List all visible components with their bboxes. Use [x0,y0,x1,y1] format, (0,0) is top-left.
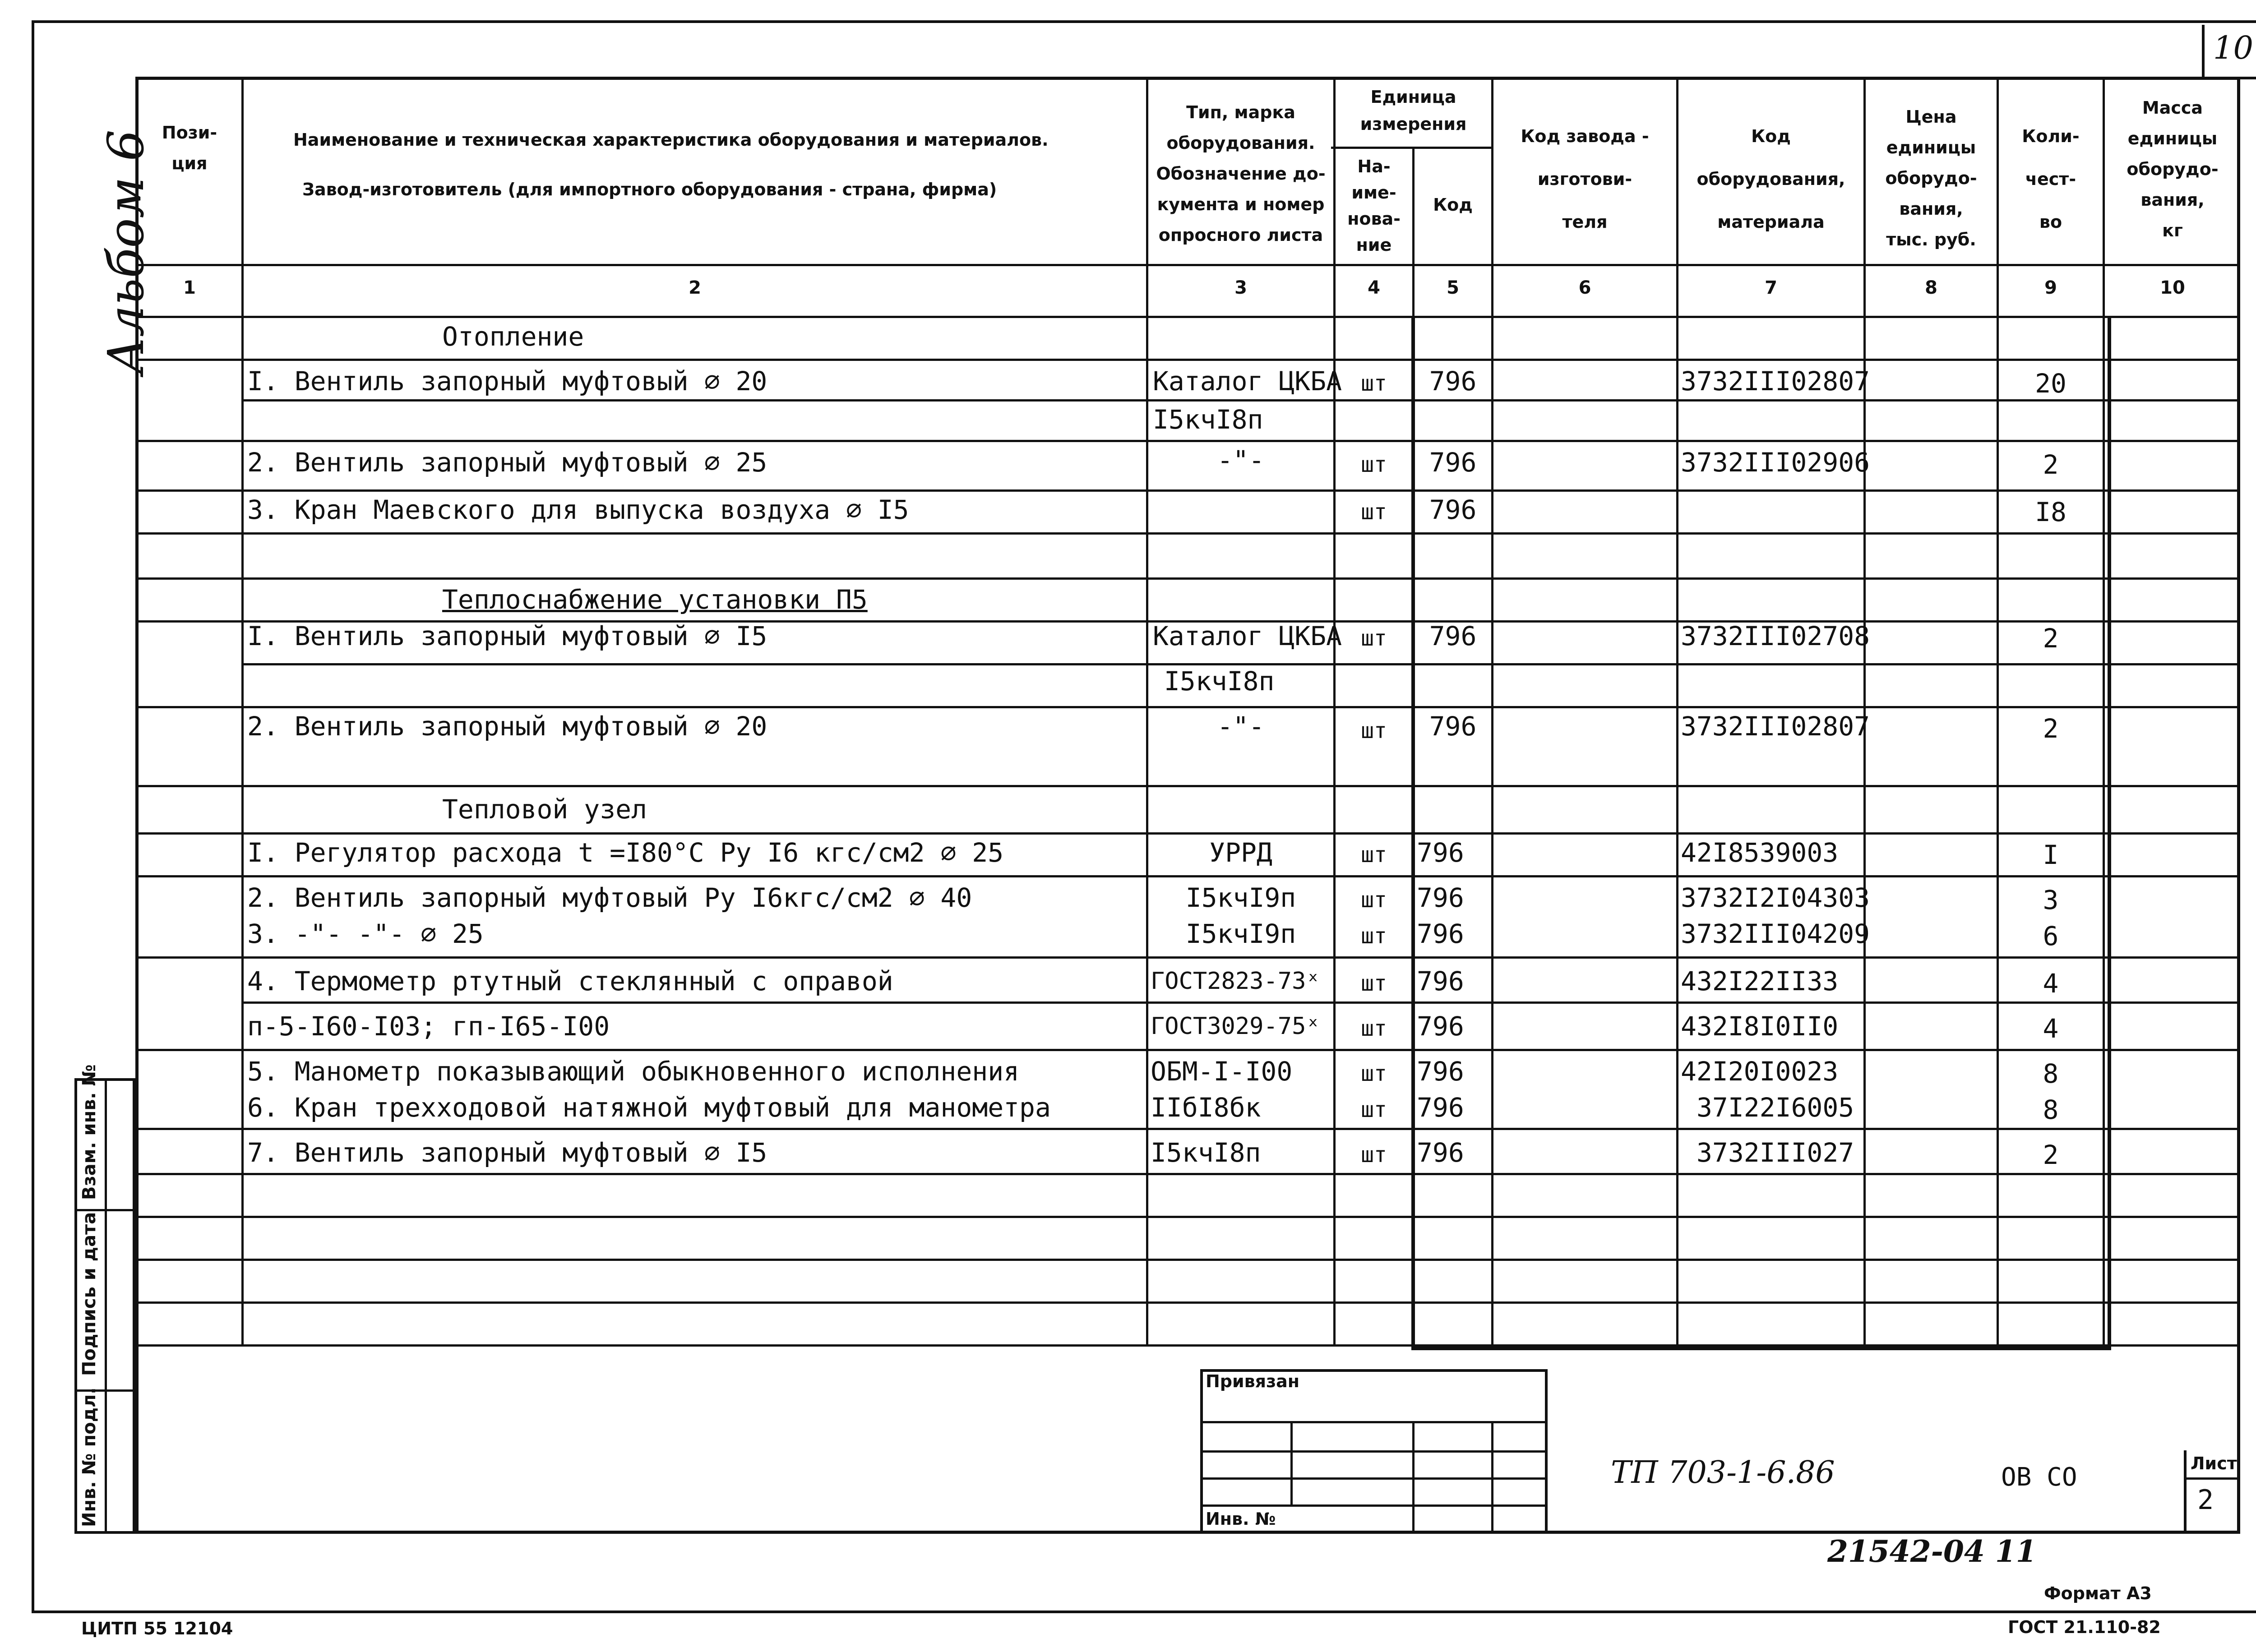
row-qty: 6 [2043,921,2059,951]
column-number: 10 [2160,277,2185,298]
row-code: 796 [1429,447,1477,478]
row-line [135,956,2240,959]
row-type: -"- [1217,711,1265,742]
row-unit: шт [1361,499,1387,525]
column-number: 1 [183,277,196,298]
privyazan-divider [1491,1421,1493,1534]
section-title: Теплоснабжение установки П5 [442,584,868,615]
row-code: 796 [1417,966,1464,997]
row-code: 796 [1417,837,1464,868]
row-code: 796 [1429,621,1477,651]
header-col1-line: ция [171,153,208,173]
row-type: IIбI8бк [1151,1092,1261,1123]
header-col7-line: материала [1717,212,1825,232]
header-col6-line: изготови- [1537,169,1632,189]
header-col10-line: оборудо- [2127,159,2219,179]
row-material-code: 42I20I0023 [1681,1056,1839,1087]
handwritten-number: 21542-04 11 [1827,1534,2037,1569]
header-col6-line: теля [1562,212,1608,232]
row-type: I5кчI8п [1164,666,1275,697]
row-code: 796 [1417,1011,1464,1042]
col-line-1 [241,77,244,1347]
header-col9-line: чест- [2025,169,2076,189]
header-col3 [1148,97,1333,250]
privyazan-line [1200,1450,1548,1453]
header-col10-line: вания, [2140,190,2205,210]
row-unit: шт [1361,1097,1387,1122]
header-col3-line: кумента и номер [1157,194,1325,214]
row-unit: шт [1361,452,1387,477]
header-col8-line: единицы [1886,138,1976,157]
inv-no-label: Инв. № [1206,1509,1276,1529]
row-material-code: 3732III02807 [1681,711,1870,742]
section-title: Тепловой узел [442,794,647,825]
header-col2-line: Завод-изготовитель (для импортного оборудования - страна, фирма) [302,180,997,199]
row-material-code: 3732III02708 [1681,621,1870,651]
row-type: I5кчI9п [1185,882,1296,913]
header-col10-line: Масса [2142,98,2203,118]
row-type: -"- [1217,445,1265,475]
row-type: УРРД [1209,837,1272,868]
header-col2-line: Наименование и техническая характеристика оборудования и материалов. [293,130,1049,150]
header-col7 [1678,115,1863,244]
header-col7-line: оборудования, [1697,169,1845,189]
row-unit: шт [1361,1016,1387,1041]
side-stamp-line [74,1209,135,1211]
privyazan-line [1200,1421,1548,1423]
header-col10 [2105,92,2240,246]
header-unit-line: Единица [1370,87,1456,107]
header-bottom-line [135,264,2240,266]
gost-label: ГОСТ 21.110-82 [2008,1617,2161,1637]
header-col8-line: оборудо- [1885,168,1977,188]
row-type: ГОСТ3029-75ˣ [1151,1013,1320,1040]
row-material-code: 3732I2I04303 [1681,882,1870,913]
row-unit: шт [1361,971,1387,996]
header-col9 [1999,115,2103,244]
privyazan-line [1200,1504,1548,1507]
header-col7-line: Код [1751,126,1791,146]
row-name: 2. Вентиль запорный муфтовый ∅ 25 [247,447,767,478]
row-line [135,875,2240,877]
row-qty: 8 [2043,1094,2059,1125]
column-number: 9 [2044,277,2057,298]
corner-number: 10 [2213,29,2254,66]
row-qty: 4 [2043,968,2059,999]
column-number: 3 [1234,277,1247,298]
row-name: п-5-I60-I03; гп-I65-I00 [247,1011,610,1042]
column-number: 8 [1925,277,1937,298]
row-qty: I [2043,840,2059,870]
header-col5: Код [1433,195,1473,215]
row-material-code: 3732III02807 [1681,366,1870,397]
row-unit: шт [1361,1142,1387,1167]
header-col10-line: кг [2162,221,2183,240]
row-name: I. Регулятор расхода t =I80°C Ру I6 кгс/см2 ∅ 25 [247,837,1004,868]
row-material-code: 37I22I6005 [1697,1092,1854,1123]
row-material-code: 3732III027 [1697,1137,1854,1168]
row-line [135,1173,2240,1175]
side-inv-label: Инв. № подл. [79,1387,100,1527]
header-col1 [138,117,241,179]
row-unit: шт [1361,1061,1387,1086]
header-col9-line: во [2039,212,2062,232]
row-line [244,1001,2240,1004]
header-col6-line: Код завода - [1521,126,1649,146]
side-vzam-label: Взам. инв. № [79,1064,100,1200]
row-type: I5кчI8п [1151,1137,1261,1168]
row-line [244,399,2240,401]
row-type: ГОСТ2823-73ˣ [1151,968,1320,995]
row-type: Каталог ЦКБА [1153,621,1342,651]
row-name: 6. Кран трехходовой натяжной муфтовый для манометра [247,1092,1051,1123]
row-unit: шт [1361,626,1387,651]
row-unit: шт [1361,842,1387,868]
header-col4-line: ние [1356,235,1392,255]
row-line [135,577,2240,580]
row-line [135,489,2240,492]
row-code: 796 [1417,1092,1464,1123]
column-number: 7 [1765,277,1777,298]
header-col4 [1336,153,1412,258]
outer-frame-left [32,20,34,1610]
header-col4-line: На- [1357,157,1391,176]
row-material-code: 3732III04209 [1681,918,1870,949]
row-qty: 20 [2035,368,2066,399]
row-qty: 4 [2043,1013,2059,1044]
header-col2 [244,115,1146,214]
section-title: Отопление [442,321,584,352]
header-unit-group [1336,83,1491,138]
row-code: 796 [1429,494,1477,525]
header-col8-line: Цена [1905,107,1957,127]
row-line [135,440,2240,442]
row-type: I5кчI8п [1153,404,1263,435]
row-code: 796 [1417,882,1464,913]
outer-frame-top [32,20,2256,23]
row-code: 796 [1429,366,1477,397]
row-line [135,532,2240,535]
column-number: 6 [1578,277,1591,298]
row-material-code: 432I22II33 [1681,966,1839,997]
header-col3-line: опросного листа [1158,225,1323,245]
header-col6 [1493,115,1676,244]
row-qty: 2 [2043,1140,2059,1170]
album-label-text: Альбом 6 [97,129,155,374]
column-number: 5 [1447,277,1459,298]
row-code: 796 [1417,918,1464,949]
row-line [135,1128,2240,1130]
row-type: Каталог ЦКБА [1153,366,1342,397]
row-qty: 2 [2043,713,2059,744]
citp-label: ЦИТП 55 12104 [81,1619,233,1638]
header-col10-line: единицы [2127,129,2218,148]
row-line [135,359,2240,361]
row-unit: шт [1361,887,1387,913]
header-col8 [1866,102,1997,255]
row-material-code: 3732III02906 [1681,447,1870,478]
row-qty: I8 [2035,497,2066,527]
header-col4-line: име- [1351,183,1396,203]
privyazan-divider [1412,1421,1415,1534]
row-line [135,832,2240,835]
list-box-line [2184,1477,2240,1480]
privyazan-line [1200,1477,1548,1480]
row-name: I. Вентиль запорный муфтовый ∅ I5 [247,621,767,651]
row-name: I. Вентиль запорный муфтовый ∅ 20 [247,366,767,397]
row-unit: шт [1361,371,1387,396]
row-name: 3. Кран Маевского для выпуска воздуха ∅ I5 [247,494,909,525]
unit-group-line [1331,147,1491,149]
outer-frame-bottom [32,1610,2256,1613]
row-line [135,1301,2240,1304]
row-line [135,1216,2240,1218]
header-col8-line: вания, [1899,199,1963,219]
header-col1-line: Пози- [162,123,217,143]
row-qty: 8 [2043,1058,2059,1089]
row-line [135,785,2240,787]
row-material-code: 432I8I0II0 [1681,1011,1839,1042]
column-number: 4 [1368,277,1380,298]
row-code: 796 [1429,711,1477,742]
sheet-mark: ОВ СО [2001,1463,2077,1492]
list-number: 2 [2197,1484,2214,1516]
privyazan-label: Привязан [1206,1371,1300,1391]
format-label: Формат А3 [2044,1583,2152,1603]
header-unit-line: измерения [1360,114,1467,134]
row-name: 5. Манометр показывающий обыкновенного исполнения [247,1056,1020,1087]
list-label: Лист [2191,1454,2237,1473]
row-unit: шт [1361,718,1387,743]
row-name: 2. Вентиль запорный муфтовый ∅ 20 [247,711,767,742]
header-col3-line: оборудования. [1166,133,1315,153]
privyazan-divider [1290,1421,1293,1504]
header-col3-line: Обозначение до- [1156,164,1326,184]
row-qty: 2 [2043,623,2059,654]
side-stamp-divider [105,1078,107,1534]
row-code: 796 [1417,1137,1464,1168]
header-col3-line: Тип, марка [1186,102,1295,122]
row-qty: 3 [2043,885,2059,915]
row-name: 2. Вентиль запорный муфтовый Ру I6кгс/см2 ∅ 40 [247,882,972,913]
row-code: 796 [1417,1056,1464,1087]
row-line [135,1259,2240,1261]
header-col9-line: Коли- [2022,126,2080,146]
row-name: 7. Вентиль запорный муфтовый ∅ I5 [247,1137,767,1168]
row-type: I5кчI9п [1185,918,1296,949]
row-unit: шт [1361,923,1387,949]
row-line [135,706,2240,708]
row-line [135,1049,2240,1051]
row-material-code: 42I8539003 [1681,837,1839,868]
side-podpis-label: Подпись и дата [79,1212,100,1376]
row-type: ОБМ-I-I00 [1151,1056,1293,1087]
row-name: 3. -"- -"- ∅ 25 [247,918,484,949]
doc-code: ТП 703-1-6.86 [1611,1455,1835,1490]
header-col8-line: тыс. руб. [1886,230,1976,249]
row-name: 4. Термометр ртутный стеклянный с оправой [247,966,893,997]
table-bottom-line [135,1344,2240,1347]
row-qty: 2 [2043,449,2059,480]
column-number: 2 [689,277,701,298]
header-col4-line: нова- [1347,209,1401,229]
